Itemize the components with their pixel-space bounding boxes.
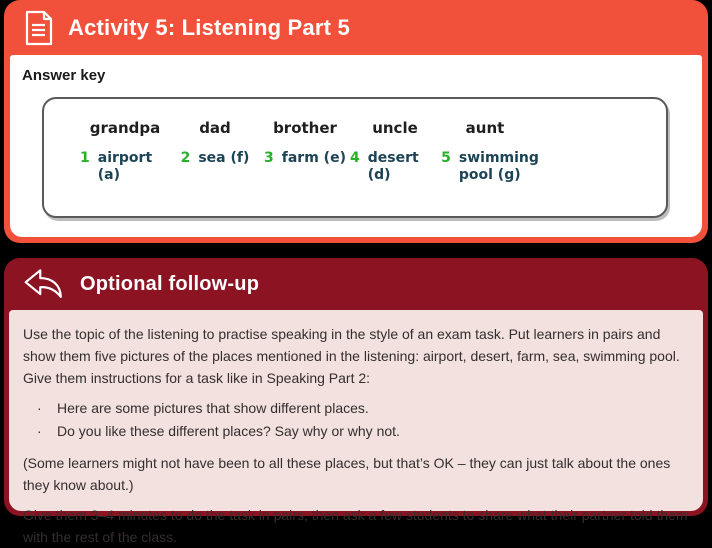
answer-column-brother [260,119,350,216]
person-label: dad [199,119,231,137]
bullet-text: Do you like these different places? Say why or why not. [57,423,400,439]
answer-item [80,150,170,184]
answer-text: sea (f) [198,150,250,166]
followup-paragraph-2: (Some learners might not have been to all these places, but that’s OK – they can just talk about the ones they know about.) [23,455,671,493]
bullet-text: Here are some pictures that show different places. [57,400,369,416]
answer-item [350,150,440,184]
activity-title: Activity 5: Listening Part 5 [68,14,350,40]
answer-item [260,150,350,167]
answer-item [440,150,539,184]
followup-paragraph-3: Give them 3–4 minutes to do the task in pairs, then ask a few students to share what their partner told them with the rest of the class. [23,507,688,545]
bullet-dot: · [37,400,42,416]
followup-bullet-list [23,397,689,442]
answer-number: 5 [441,150,451,166]
answer-text: airport (a) [97,150,153,183]
person-label: grandpa [89,119,161,137]
answer-key-box [42,97,668,218]
answer-number: 3 [264,150,274,166]
answer-number: 1 [80,150,90,166]
answer-column-grandpa [80,119,170,216]
followup-paragraph-1: Use the topic of the listening to practise speaking in the style of an exam task. Put learners in pairs and show them five pictures of the places mentioned in the listening: airport, desert, farm, sea, swimming pool. Give them instructions for a task like in Speaking Part 2: [23,326,680,386]
followup-title: Optional follow-up [80,272,260,295]
answer-text: desert (d) [367,150,419,183]
bullet-item [23,420,689,442]
activity-card [4,0,708,243]
answer-column-uncle [350,119,440,216]
document-icon [24,10,54,46]
back-arrow-icon [22,267,64,301]
answer-column-dad [170,119,260,216]
activity-body [10,55,702,237]
answer-number: 2 [180,150,191,166]
bullet-dot: · [37,423,42,439]
person-label: uncle [372,119,418,137]
followup-card [4,258,708,545]
person-label: aunt [465,119,505,137]
followup-body [9,310,703,545]
answer-item [170,150,260,167]
answer-column-aunt [440,119,539,216]
answer-text: swimming pool (g) [458,150,539,183]
bullet-item [23,397,689,419]
person-label: brother [273,119,337,137]
answer-number: 4 [350,150,360,166]
followup-header [4,258,708,310]
activity-header [4,0,708,55]
answer-key-label: Answer key [22,67,106,84]
answer-text: farm (e) [281,150,346,166]
